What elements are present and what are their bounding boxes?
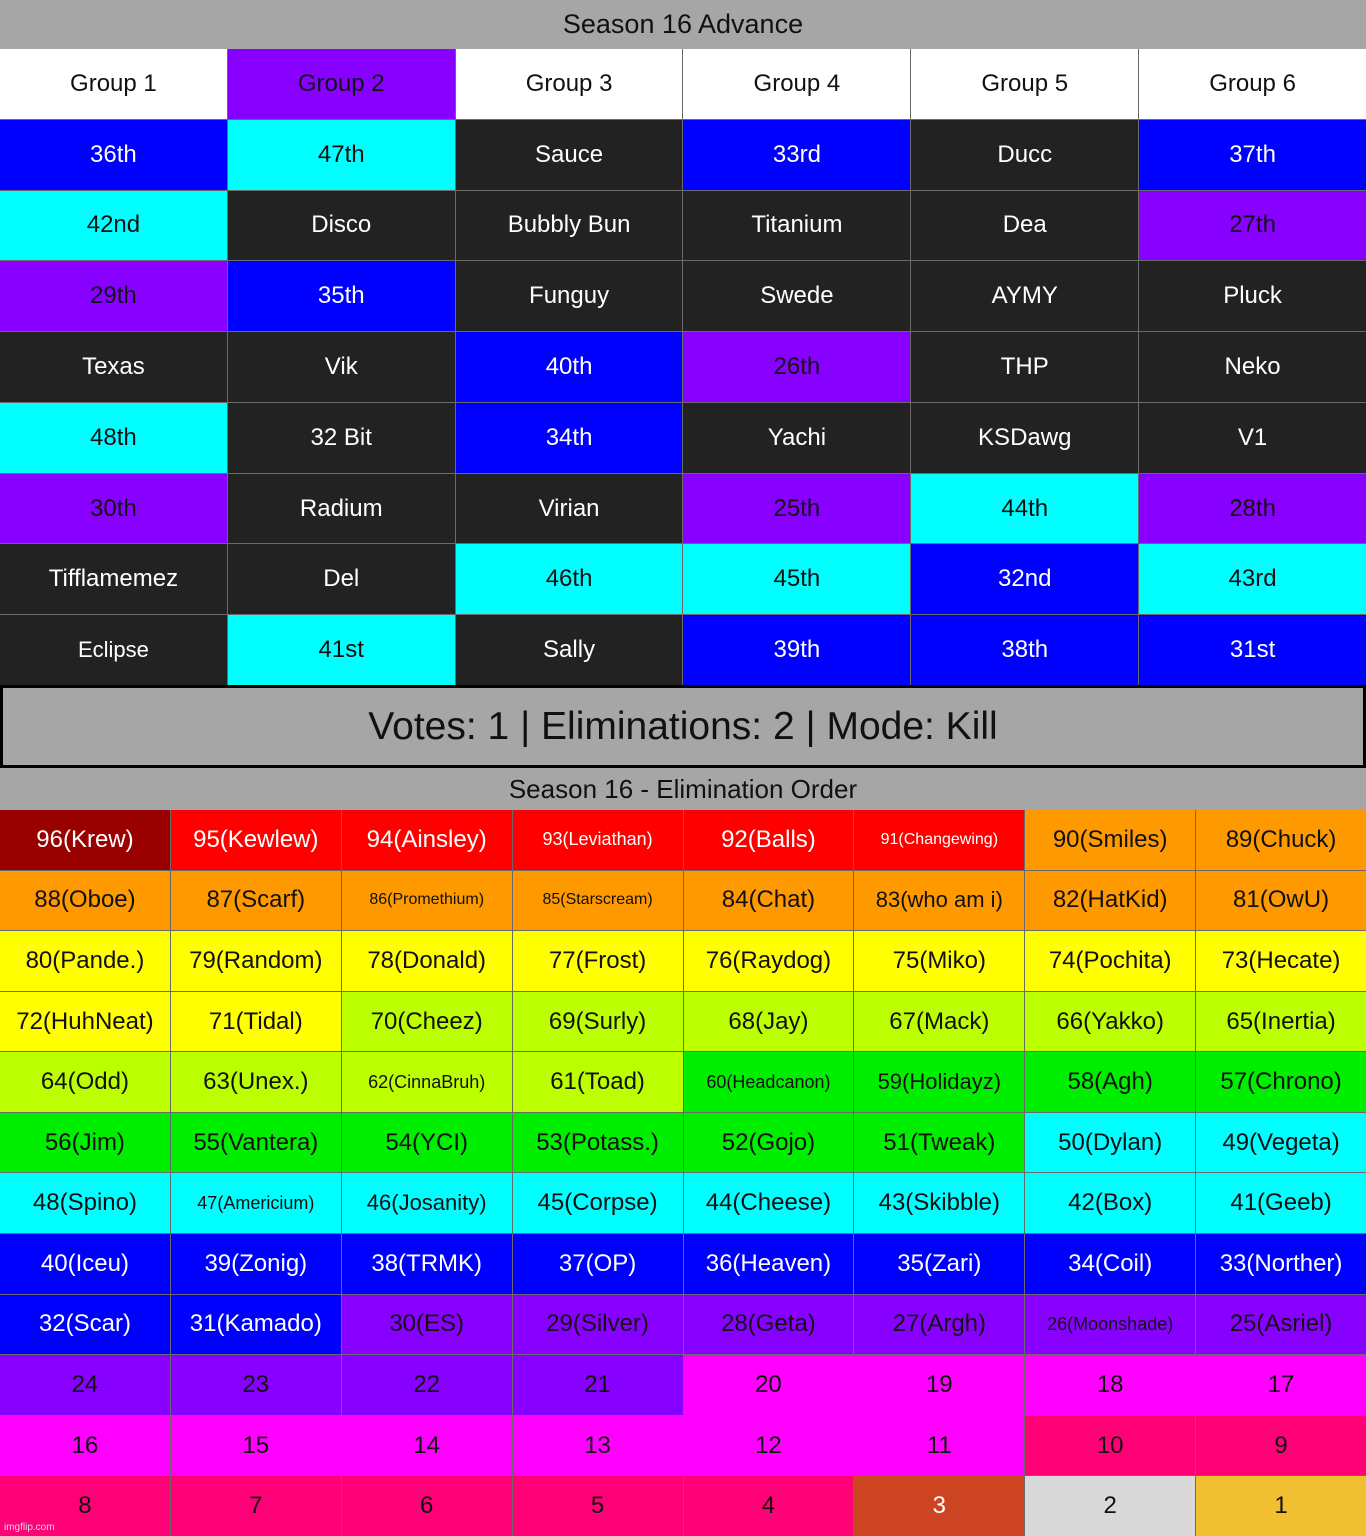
elimination-cell: 32(Scar) [0, 1295, 170, 1355]
elimination-cell: 11 [854, 1416, 1024, 1476]
elimination-cell: 41(Geeb) [1196, 1173, 1366, 1233]
elimination-cell: 30(ES) [342, 1295, 512, 1355]
elimination-cell: 76(Raydog) [684, 931, 854, 991]
elimination-cell: 52(Gojo) [684, 1113, 854, 1173]
advance-cell: Ducc [911, 120, 1138, 190]
elimination-cell: 21 [513, 1355, 683, 1415]
elimination-cell: 96(Krew) [0, 810, 170, 870]
elimination-cell: 9 [1196, 1416, 1366, 1476]
advance-cell: Eclipse [0, 615, 227, 685]
advance-cell: Swede [683, 261, 910, 331]
advance-cell: Neko [1139, 332, 1366, 402]
elimination-cell: 84(Chat) [684, 871, 854, 931]
advance-cell: Sally [456, 615, 683, 685]
elimination-table [0, 810, 1366, 1536]
elimination-cell: 28(Geta) [684, 1295, 854, 1355]
elimination-cell: 70(Cheez) [342, 992, 512, 1052]
elimination-cell: 20 [684, 1355, 854, 1415]
elimination-cell: 48(Spino) [0, 1173, 170, 1233]
elimination-cell: 62(CinnaBruh) [342, 1052, 512, 1112]
elimination-cell: 40(Iceu) [0, 1234, 170, 1294]
elimination-cell: 64(Odd) [0, 1052, 170, 1112]
advance-cell: Dea [911, 191, 1138, 261]
elimination-cell: 66(Yakko) [1025, 992, 1195, 1052]
advance-cell: KSDawg [911, 403, 1138, 473]
group-header: Group 1 [0, 49, 227, 119]
advance-cell: AYMY [911, 261, 1138, 331]
elimination-cell: 43(Skibble) [854, 1173, 1024, 1233]
elimination-cell: 58(Agh) [1025, 1052, 1195, 1112]
elimination-cell: 73(Hecate) [1196, 931, 1366, 991]
elimination-cell: 7 [171, 1476, 341, 1536]
elimination-cell: 27(Argh) [854, 1295, 1024, 1355]
elimination-cell: 45(Corpse) [513, 1173, 683, 1233]
status-bar: Votes: 1 | Eliminations: 2 | Mode: Kill [0, 685, 1366, 768]
elimination-cell: 55(Vantera) [171, 1113, 341, 1173]
elimination-cell: 24 [0, 1355, 170, 1415]
elimination-cell: 16 [0, 1416, 170, 1476]
advance-cell: THP [911, 332, 1138, 402]
elimination-cell: 53(Potass.) [513, 1113, 683, 1173]
group-header: Group 4 [683, 49, 910, 119]
group-header: Group 2 [228, 49, 455, 119]
advance-cell: 27th [1139, 191, 1366, 261]
advance-cell: 28th [1139, 474, 1366, 544]
advance-cell: 32nd [911, 544, 1138, 614]
watermark: imgflip.com [4, 1522, 55, 1533]
elimination-cell: 92(Balls) [684, 810, 854, 870]
elimination-cell: 60(Headcanon) [684, 1052, 854, 1112]
elimination-cell: 56(Jim) [0, 1113, 170, 1173]
elimination-cell: 72(HuhNeat) [0, 992, 170, 1052]
advance-cell: Virian [456, 474, 683, 544]
elimination-cell: 57(Chrono) [1196, 1052, 1366, 1112]
elimination-cell: 49(Vegeta) [1196, 1113, 1366, 1173]
elimination-cell: 46(Josanity) [342, 1173, 512, 1233]
advance-cell: 32 Bit [228, 403, 455, 473]
elimination-cell: 94(Ainsley) [342, 810, 512, 870]
elimination-cell: 65(Inertia) [1196, 992, 1366, 1052]
elimination-cell: 6 [342, 1476, 512, 1536]
advance-cell: 48th [0, 403, 227, 473]
elimination-cell: 2 [1025, 1476, 1195, 1536]
advance-cell: Yachi [683, 403, 910, 473]
advance-cell: Pluck [1139, 261, 1366, 331]
advance-cell: 31st [1139, 615, 1366, 685]
elimination-cell: 68(Jay) [684, 992, 854, 1052]
elimination-cell: 79(Random) [171, 931, 341, 991]
elimination-cell: 33(Norther) [1196, 1234, 1366, 1294]
advance-cell: 38th [911, 615, 1138, 685]
advance-cell: Vik [228, 332, 455, 402]
elimination-cell: 50(Dylan) [1025, 1113, 1195, 1173]
advance-cell: Titanium [683, 191, 910, 261]
advance-cell: 35th [228, 261, 455, 331]
elimination-cell: 22 [342, 1355, 512, 1415]
elimination-cell: 3 [854, 1476, 1024, 1536]
advance-cell: Disco [228, 191, 455, 261]
advance-cell: Bubbly Bun [456, 191, 683, 261]
elimination-cell: 78(Donald) [342, 931, 512, 991]
elimination-cell: 19 [854, 1355, 1024, 1415]
elimination-cell: 39(Zonig) [171, 1234, 341, 1294]
elimination-cell: 88(Oboe) [0, 871, 170, 931]
advance-cell: 44th [911, 474, 1138, 544]
elimination-cell: 44(Cheese) [684, 1173, 854, 1233]
group-header: Group 6 [1139, 49, 1366, 119]
elimination-cell: 17 [1196, 1355, 1366, 1415]
advance-cell: 34th [456, 403, 683, 473]
elimination-cell: 91(Changewing) [854, 810, 1024, 870]
advance-cell: 47th [228, 120, 455, 190]
elimination-cell: 54(YCI) [342, 1113, 512, 1173]
elimination-cell: 47(Americium) [171, 1173, 341, 1233]
elimination-cell: 83(who am i) [854, 871, 1024, 931]
elimination-cell: 95(Kewlew) [171, 810, 341, 870]
elimination-cell: 61(Toad) [513, 1052, 683, 1112]
advance-cell: Texas [0, 332, 227, 402]
group-header: Group 3 [456, 49, 683, 119]
advance-cell: 42nd [0, 191, 227, 261]
elimination-cell: 63(Unex.) [171, 1052, 341, 1112]
elimination-cell: 25(Asriel) [1196, 1295, 1366, 1355]
elimination-cell: 71(Tidal) [171, 992, 341, 1052]
elimination-cell: 5 [513, 1476, 683, 1536]
advance-cell: Funguy [456, 261, 683, 331]
elimination-cell: 85(Starscream) [513, 871, 683, 931]
advance-cell: 37th [1139, 120, 1366, 190]
advance-table [0, 49, 1366, 685]
elimination-cell: 75(Miko) [854, 931, 1024, 991]
elimination-cell: 31(Kamado) [171, 1295, 341, 1355]
elimination-cell: 89(Chuck) [1196, 810, 1366, 870]
advance-cell: Tifflamemez [0, 544, 227, 614]
advance-cell: 40th [456, 332, 683, 402]
elimination-cell: 93(Leviathan) [513, 810, 683, 870]
elimination-cell: 81(OwU) [1196, 871, 1366, 931]
elimination-cell: 26(Moonshade) [1025, 1295, 1195, 1355]
elimination-cell: 14 [342, 1416, 512, 1476]
elimination-cell: 42(Box) [1025, 1173, 1195, 1233]
advance-cell: 46th [456, 544, 683, 614]
elimination-cell: 74(Pochita) [1025, 931, 1195, 991]
advance-cell: 33rd [683, 120, 910, 190]
advance-cell: Radium [228, 474, 455, 544]
advance-cell: 26th [683, 332, 910, 402]
elimination-cell: 51(Tweak) [854, 1113, 1024, 1173]
elimination-cell: 82(HatKid) [1025, 871, 1195, 931]
advance-cell: 43rd [1139, 544, 1366, 614]
elimination-cell: 15 [171, 1416, 341, 1476]
elimination-cell: 87(Scarf) [171, 871, 341, 931]
elimination-cell: 10 [1025, 1416, 1195, 1476]
elimination-cell: 1 [1196, 1476, 1366, 1536]
elimination-cell: 67(Mack) [854, 992, 1024, 1052]
elimination-cell: 59(Holidayz) [854, 1052, 1024, 1112]
elimination-cell: 4 [684, 1476, 854, 1536]
elimination-cell: 8 [0, 1476, 170, 1536]
advance-cell: 45th [683, 544, 910, 614]
elimination-title: Season 16 - Elimination Order [0, 768, 1366, 810]
elimination-cell: 86(Promethium) [342, 871, 512, 931]
elimination-cell: 23 [171, 1355, 341, 1415]
advance-cell: 30th [0, 474, 227, 544]
advance-cell: 41st [228, 615, 455, 685]
advance-cell: Del [228, 544, 455, 614]
elimination-cell: 77(Frost) [513, 931, 683, 991]
advance-cell: V1 [1139, 403, 1366, 473]
elimination-cell: 90(Smiles) [1025, 810, 1195, 870]
elimination-cell: 36(Heaven) [684, 1234, 854, 1294]
elimination-cell: 37(OP) [513, 1234, 683, 1294]
elimination-cell: 18 [1025, 1355, 1195, 1415]
advance-cell: Sauce [456, 120, 683, 190]
elimination-cell: 69(Surly) [513, 992, 683, 1052]
elimination-cell: 38(TRMK) [342, 1234, 512, 1294]
advance-title: Season 16 Advance [0, 0, 1366, 49]
elimination-cell: 29(Silver) [513, 1295, 683, 1355]
elimination-cell: 34(Coil) [1025, 1234, 1195, 1294]
group-header: Group 5 [911, 49, 1138, 119]
elimination-cell: 80(Pande.) [0, 931, 170, 991]
advance-cell: 39th [683, 615, 910, 685]
advance-cell: 36th [0, 120, 227, 190]
advance-cell: 25th [683, 474, 910, 544]
elimination-cell: 13 [513, 1416, 683, 1476]
elimination-cell: 12 [684, 1416, 854, 1476]
elimination-cell: 35(Zari) [854, 1234, 1024, 1294]
advance-cell: 29th [0, 261, 227, 331]
